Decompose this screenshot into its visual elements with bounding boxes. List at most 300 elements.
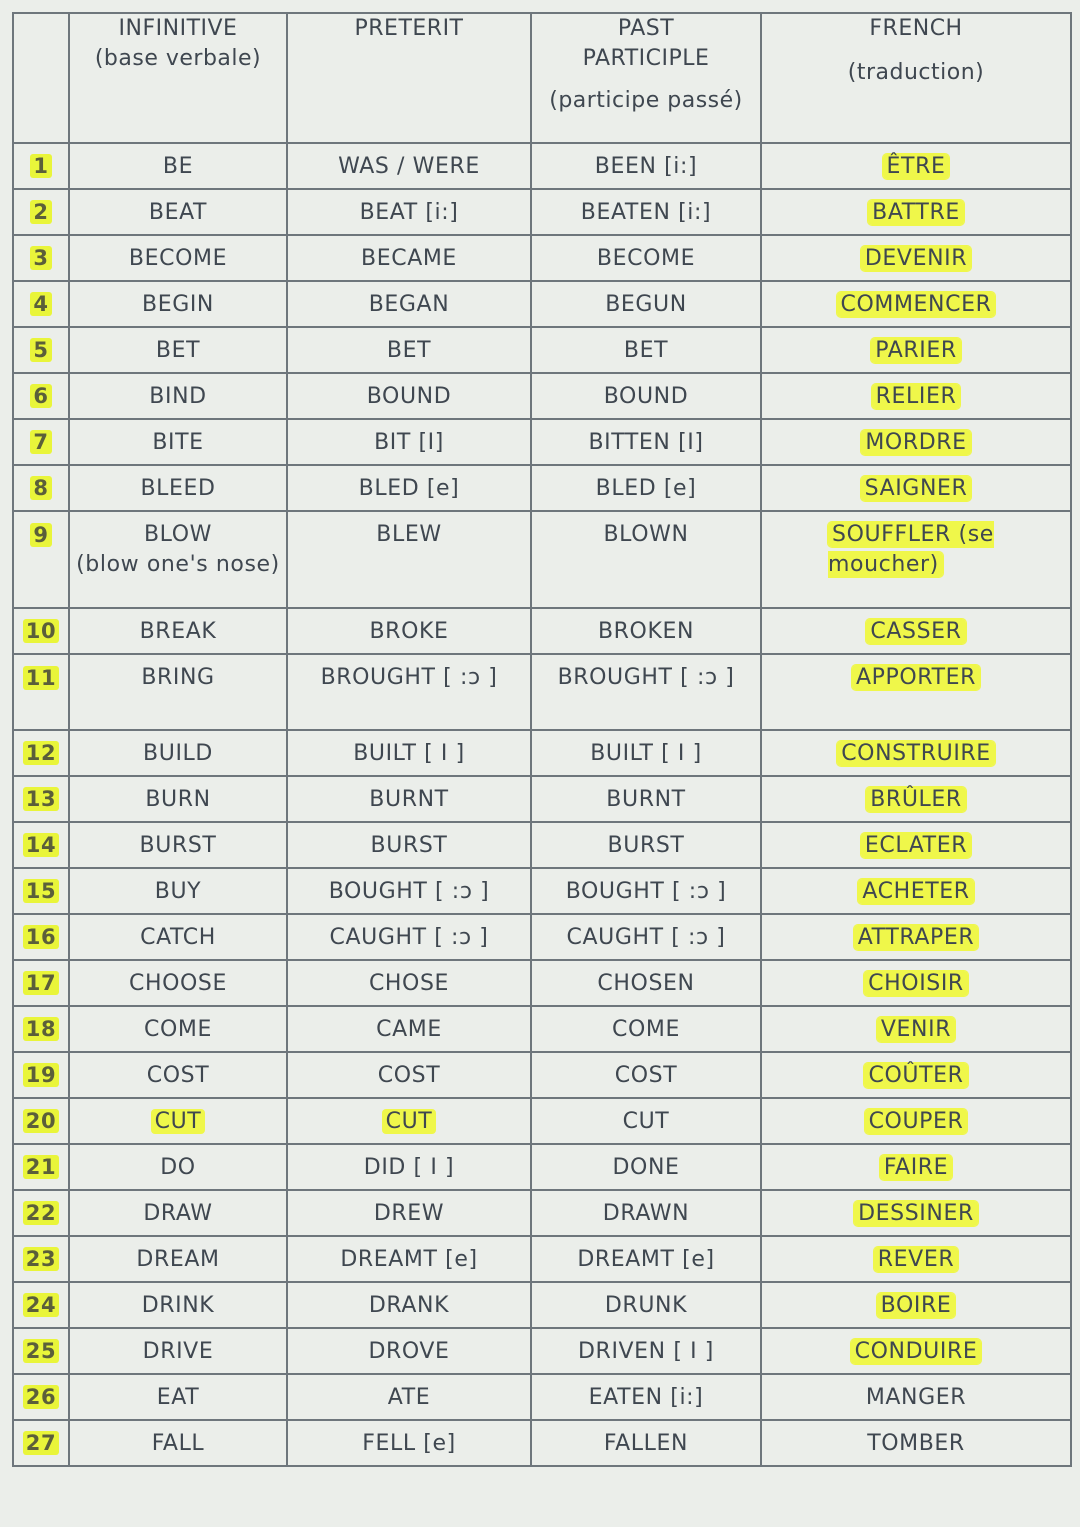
past-participle-text: COME xyxy=(612,1016,680,1042)
table-row xyxy=(13,1098,1071,1144)
table-row xyxy=(13,776,1071,822)
french-text: CONSTRUIRE xyxy=(837,741,995,766)
preterit-text: BEAT [i:] xyxy=(359,199,459,225)
past-participle-text: BUILT [ I ] xyxy=(590,740,702,766)
preterit-text: DRANK xyxy=(368,1292,450,1318)
infinitive-cell xyxy=(69,868,287,914)
preterit-cell xyxy=(287,776,531,822)
past-participle-cell xyxy=(531,1144,761,1190)
table-row xyxy=(13,1236,1071,1282)
past-participle-text: DRUNK xyxy=(604,1292,688,1318)
row-number-label: 25 xyxy=(23,1339,59,1363)
header-infinitive: INFINITIVE (base verbale) xyxy=(69,13,287,143)
row-number-label: 12 xyxy=(23,741,59,765)
table-row xyxy=(13,373,1071,419)
preterit-cell xyxy=(287,730,531,776)
french-cell xyxy=(761,608,1071,654)
row-number xyxy=(13,1144,69,1190)
french-text: COÛTER xyxy=(864,1063,967,1088)
past-participle-text: BOUND xyxy=(603,383,689,409)
past-participle-cell xyxy=(531,654,761,730)
table-row xyxy=(13,1282,1071,1328)
infinitive-text: BUY xyxy=(154,878,202,904)
row-number xyxy=(13,1098,69,1144)
preterit-text: CAUGHT [ :ɔ ] xyxy=(329,924,489,950)
past-participle-text: BEGUN xyxy=(605,291,687,317)
infinitive-text: BEGIN xyxy=(142,291,214,317)
table-row xyxy=(13,914,1071,960)
row-number-label: 6 xyxy=(30,384,51,408)
infinitive-cell xyxy=(69,1006,287,1052)
past-participle-cell xyxy=(531,189,761,235)
row-number xyxy=(13,143,69,189)
preterit-text: BROUGHT [ :ɔ ] xyxy=(320,665,498,690)
french-cell xyxy=(761,868,1071,914)
table-row xyxy=(13,327,1071,373)
past-participle-text: DRIVEN [ I ] xyxy=(578,1338,714,1364)
french-cell xyxy=(761,1282,1071,1328)
infinitive-text: BRING xyxy=(141,665,215,690)
past-participle-text: BEEN [i:] xyxy=(594,153,698,179)
infinitive-cell xyxy=(69,281,287,327)
french-cell xyxy=(761,776,1071,822)
infinitive-cell xyxy=(69,608,287,654)
row-number xyxy=(13,1282,69,1328)
table-row xyxy=(13,235,1071,281)
infinitive-cell xyxy=(69,1374,287,1420)
infinitive-cell xyxy=(69,465,287,511)
french-cell xyxy=(761,1144,1071,1190)
past-participle-text: EATEN [i:] xyxy=(588,1384,704,1410)
table-row xyxy=(13,960,1071,1006)
row-number-label: 5 xyxy=(30,338,51,362)
past-participle-text: BEATEN [i:] xyxy=(580,199,712,225)
past-participle-text: BITTEN [I] xyxy=(588,429,704,455)
infinitive-text: CHOOSE xyxy=(128,970,227,996)
past-participle-cell xyxy=(531,1052,761,1098)
past-participle-cell xyxy=(531,465,761,511)
preterit-text: WAS / WERE xyxy=(338,153,480,179)
table-row xyxy=(13,1328,1071,1374)
row-number xyxy=(13,235,69,281)
row-number-label: 1 xyxy=(30,154,51,178)
preterit-text: BEGAN xyxy=(368,291,450,317)
past-participle-text: DRAWN xyxy=(602,1200,690,1226)
french-cell xyxy=(761,465,1071,511)
header-preterit: PRETERIT xyxy=(287,13,531,143)
row-number-label: 2 xyxy=(30,200,51,224)
past-participle-cell xyxy=(531,327,761,373)
infinitive-cell xyxy=(69,1282,287,1328)
irregular-verbs-table xyxy=(12,12,1072,1467)
row-number-label: 21 xyxy=(23,1155,59,1179)
infinitive-text: DRINK xyxy=(141,1292,215,1318)
infinitive-text: BEAT xyxy=(148,199,208,225)
table-row xyxy=(13,822,1071,868)
french-cell xyxy=(761,419,1071,465)
infinitive-text: CATCH xyxy=(140,924,216,950)
preterit-cell xyxy=(287,822,531,868)
row-number-label: 11 xyxy=(23,666,59,690)
past-participle-cell xyxy=(531,868,761,914)
past-participle-text: CAUGHT [ :ɔ ] xyxy=(566,924,726,950)
french-cell xyxy=(761,730,1071,776)
infinitive-cell xyxy=(69,419,287,465)
infinitive-cell xyxy=(69,1098,287,1144)
preterit-cell xyxy=(287,960,531,1006)
french-cell xyxy=(761,654,1071,730)
verb-rows xyxy=(13,143,1071,1466)
french-text: BRÛLER xyxy=(866,787,966,812)
preterit-text: BUILT [ I ] xyxy=(353,740,465,766)
french-cell xyxy=(761,1374,1071,1420)
infinitive-text: DO xyxy=(160,1154,196,1180)
infinitive-text: DRAW xyxy=(143,1200,213,1226)
row-number-label: 22 xyxy=(23,1201,59,1225)
french-text: ACHETER xyxy=(858,879,973,904)
infinitive-text: CUT xyxy=(151,1109,206,1134)
preterit-cell xyxy=(287,608,531,654)
header-past-participle: PAST PARTICIPLE (participe passé) xyxy=(531,13,761,143)
infinitive-text: FALL xyxy=(151,1430,205,1456)
table-row xyxy=(13,868,1071,914)
infinitive-text: BLOW xyxy=(143,522,213,547)
preterit-text: CAME xyxy=(376,1016,442,1042)
infinitive-cell xyxy=(69,327,287,373)
row-number-label: 14 xyxy=(23,833,59,857)
preterit-cell xyxy=(287,143,531,189)
french-cell xyxy=(761,373,1071,419)
table-row xyxy=(13,1144,1071,1190)
french-text: DEVENIR xyxy=(861,246,971,271)
preterit-text: BET xyxy=(386,337,432,363)
infinitive-cell xyxy=(69,1144,287,1190)
french-text: DESSINER xyxy=(854,1201,978,1226)
preterit-text: DREAMT [e] xyxy=(340,1246,478,1272)
header-french: FRENCH (traduction) xyxy=(761,13,1071,143)
row-number-label: 7 xyxy=(30,430,51,454)
row-number-label: 24 xyxy=(23,1293,59,1317)
row-number xyxy=(13,1374,69,1420)
french-cell xyxy=(761,235,1071,281)
french-text: ECLATER xyxy=(861,833,971,858)
french-cell xyxy=(761,1420,1071,1466)
infinitive-text: DREAM xyxy=(136,1246,220,1272)
past-participle-text: BURST xyxy=(607,832,685,858)
row-number xyxy=(13,1236,69,1282)
french-cell xyxy=(761,327,1071,373)
row-number-label: 15 xyxy=(23,879,59,903)
french-text: CONDUIRE xyxy=(851,1339,982,1364)
row-number xyxy=(13,608,69,654)
table-row xyxy=(13,1052,1071,1098)
row-number-label: 23 xyxy=(23,1247,59,1271)
row-number xyxy=(13,960,69,1006)
row-number-label: 10 xyxy=(23,619,59,643)
past-participle-text: BECOME xyxy=(596,245,696,271)
preterit-cell xyxy=(287,654,531,730)
preterit-cell xyxy=(287,1374,531,1420)
preterit-text: CHOSE xyxy=(368,970,450,996)
infinitive-cell xyxy=(69,1420,287,1466)
past-participle-cell xyxy=(531,1328,761,1374)
past-participle-cell xyxy=(531,1006,761,1052)
infinitive-cell xyxy=(69,189,287,235)
infinitive-cell xyxy=(69,235,287,281)
table-row xyxy=(13,1420,1071,1466)
french-text: ÊTRE xyxy=(883,154,950,179)
infinitive-text: BITE xyxy=(152,429,204,455)
infinitive-text: COST xyxy=(146,1062,210,1088)
french-cell xyxy=(761,143,1071,189)
past-participle-text: BET xyxy=(623,337,669,363)
row-number xyxy=(13,189,69,235)
table-row xyxy=(13,730,1071,776)
header-number xyxy=(13,13,69,143)
infinitive-cell xyxy=(69,1190,287,1236)
table-row xyxy=(13,1374,1071,1420)
row-number-label: 17 xyxy=(23,971,59,995)
preterit-text: BLED [e] xyxy=(358,475,460,501)
row-number xyxy=(13,1420,69,1466)
past-participle-cell xyxy=(531,1236,761,1282)
french-text: BOIRE xyxy=(877,1293,956,1318)
past-participle-text: BLOWN xyxy=(603,522,689,547)
infinitive-text: EAT xyxy=(156,1384,200,1410)
french-text: PARIER xyxy=(871,338,960,363)
row-number xyxy=(13,465,69,511)
table-row xyxy=(13,419,1071,465)
preterit-text: BIT [I] xyxy=(374,429,444,455)
french-text: MORDRE xyxy=(861,430,970,455)
french-text: CASSER xyxy=(866,619,965,644)
infinitive-cell xyxy=(69,1052,287,1098)
infinitive-cell xyxy=(69,654,287,730)
infinitive-cell xyxy=(69,822,287,868)
row-number-label: 13 xyxy=(23,787,59,811)
past-participle-cell xyxy=(531,960,761,1006)
row-number xyxy=(13,1190,69,1236)
past-participle-cell xyxy=(531,281,761,327)
row-number-label: 4 xyxy=(30,292,51,316)
french-text: SOUFFLER (se moucher) xyxy=(828,522,994,577)
past-participle-cell xyxy=(531,511,761,608)
past-participle-cell xyxy=(531,235,761,281)
preterit-cell xyxy=(287,1098,531,1144)
row-number-label: 8 xyxy=(30,476,51,500)
preterit-cell xyxy=(287,419,531,465)
past-participle-text: BOUGHT [ :ɔ ] xyxy=(565,878,727,904)
infinitive-text: DRIVE xyxy=(142,1338,214,1364)
past-participle-cell xyxy=(531,608,761,654)
preterit-cell xyxy=(287,1006,531,1052)
french-cell xyxy=(761,960,1071,1006)
infinitive-text: BREAK xyxy=(139,618,217,644)
past-participle-cell xyxy=(531,1374,761,1420)
past-participle-text: BURNT xyxy=(606,786,686,812)
row-number-label: 19 xyxy=(23,1063,59,1087)
row-number xyxy=(13,373,69,419)
preterit-cell xyxy=(287,1328,531,1374)
infinitive-cell xyxy=(69,1328,287,1374)
preterit-cell xyxy=(287,1420,531,1466)
row-number-label: 18 xyxy=(23,1017,59,1041)
french-text: SAIGNER xyxy=(861,476,972,501)
french-cell xyxy=(761,1236,1071,1282)
french-text: VENIR xyxy=(877,1017,955,1042)
past-participle-text: BROKEN xyxy=(597,618,695,644)
preterit-text: CUT xyxy=(382,1109,437,1134)
french-text: BATTRE xyxy=(868,200,964,225)
past-participle-cell xyxy=(531,776,761,822)
french-text: REVER xyxy=(874,1247,958,1272)
french-text: TOMBER xyxy=(867,1430,965,1456)
preterit-text: BLEW xyxy=(376,522,442,547)
french-cell xyxy=(761,1006,1071,1052)
past-participle-text: DREAMT [e] xyxy=(577,1246,715,1272)
table-row xyxy=(13,654,1071,730)
row-number-label: 9 xyxy=(30,523,51,547)
past-participle-cell xyxy=(531,419,761,465)
table-row xyxy=(13,608,1071,654)
past-participle-text: CUT xyxy=(622,1108,670,1134)
past-participle-cell xyxy=(531,373,761,419)
table-row xyxy=(13,1190,1071,1236)
infinitive-cell xyxy=(69,511,287,608)
preterit-cell xyxy=(287,511,531,608)
french-text: COUPER xyxy=(865,1109,968,1134)
table-row xyxy=(13,281,1071,327)
preterit-text: BOUND xyxy=(366,383,452,409)
infinitive-text: BE xyxy=(162,153,194,179)
past-participle-text: CHOSEN xyxy=(597,970,695,996)
preterit-text: BURNT xyxy=(369,786,449,812)
french-cell xyxy=(761,189,1071,235)
preterit-cell xyxy=(287,327,531,373)
infinitive-cell xyxy=(69,373,287,419)
past-participle-text: COST xyxy=(614,1062,678,1088)
row-number xyxy=(13,327,69,373)
french-cell xyxy=(761,281,1071,327)
infinitive-text: BURST xyxy=(139,832,217,858)
infinitive-cell xyxy=(69,143,287,189)
french-cell xyxy=(761,1098,1071,1144)
french-text: COMMENCER xyxy=(837,292,996,317)
table-row xyxy=(13,511,1071,608)
french-text: ATTRAPER xyxy=(854,925,979,950)
french-text: APPORTER xyxy=(852,665,980,690)
table-row xyxy=(13,143,1071,189)
french-cell xyxy=(761,822,1071,868)
preterit-text: DID [ I ] xyxy=(363,1154,455,1180)
preterit-text: ATE xyxy=(387,1384,431,1410)
past-participle-cell xyxy=(531,1190,761,1236)
preterit-text: BURST xyxy=(370,832,448,858)
preterit-text: DREW xyxy=(373,1200,445,1226)
french-cell xyxy=(761,1328,1071,1374)
infinitive-text: BECOME xyxy=(128,245,228,271)
french-text: CHOISIR xyxy=(864,971,968,996)
past-participle-cell xyxy=(531,1098,761,1144)
preterit-cell xyxy=(287,1236,531,1282)
infinitive-cell xyxy=(69,776,287,822)
french-text: MANGER xyxy=(865,1384,967,1410)
infinitive-text: BET xyxy=(155,337,201,363)
preterit-text: BROKE xyxy=(369,618,449,644)
row-number xyxy=(13,281,69,327)
row-number-label: 3 xyxy=(30,246,51,270)
preterit-cell xyxy=(287,1144,531,1190)
preterit-cell xyxy=(287,914,531,960)
row-number xyxy=(13,776,69,822)
infinitive-cell xyxy=(69,1236,287,1282)
preterit-cell xyxy=(287,281,531,327)
infinitive-text: COME xyxy=(144,1016,212,1042)
past-participle-text: BLED [e] xyxy=(595,475,697,501)
past-participle-cell xyxy=(531,730,761,776)
row-number xyxy=(13,419,69,465)
infinitive-text: BIND xyxy=(149,383,207,409)
french-cell xyxy=(761,1052,1071,1098)
row-number xyxy=(13,822,69,868)
header-row xyxy=(13,13,1071,143)
row-number xyxy=(13,1328,69,1374)
preterit-cell xyxy=(287,1052,531,1098)
past-participle-cell xyxy=(531,143,761,189)
infinitive-cell xyxy=(69,960,287,1006)
french-cell xyxy=(761,914,1071,960)
preterit-cell xyxy=(287,1282,531,1328)
past-participle-cell xyxy=(531,1282,761,1328)
french-cell xyxy=(761,511,1071,608)
past-participle-text: BROUGHT [ :ɔ ] xyxy=(557,665,735,690)
row-number xyxy=(13,1006,69,1052)
preterit-cell xyxy=(287,373,531,419)
row-number xyxy=(13,868,69,914)
preterit-cell xyxy=(287,189,531,235)
row-number xyxy=(13,511,69,608)
row-number xyxy=(13,730,69,776)
infinitive-text: BURN xyxy=(145,786,211,812)
past-participle-text: FALLEN xyxy=(603,1430,689,1456)
row-number xyxy=(13,1052,69,1098)
french-cell xyxy=(761,1190,1071,1236)
french-text: FAIRE xyxy=(880,1155,952,1180)
past-participle-text: DONE xyxy=(612,1154,680,1180)
infinitive-cell xyxy=(69,730,287,776)
infinitive-note: (blow one's nose) xyxy=(76,552,280,577)
table-row xyxy=(13,189,1071,235)
preterit-cell xyxy=(287,1190,531,1236)
preterit-text: FELL [e] xyxy=(362,1430,456,1456)
preterit-text: BOUGHT [ :ɔ ] xyxy=(328,878,490,904)
row-number xyxy=(13,914,69,960)
table-row xyxy=(13,1006,1071,1052)
row-number-label: 16 xyxy=(23,925,59,949)
infinitive-cell xyxy=(69,914,287,960)
past-participle-cell xyxy=(531,822,761,868)
past-participle-cell xyxy=(531,914,761,960)
preterit-text: BECAME xyxy=(361,245,457,271)
past-participle-cell xyxy=(531,1420,761,1466)
table-row xyxy=(13,465,1071,511)
row-number xyxy=(13,654,69,730)
french-text: RELIER xyxy=(872,384,961,409)
row-number-label: 20 xyxy=(23,1109,59,1133)
row-number-label: 27 xyxy=(23,1431,59,1455)
infinitive-text: BLEED xyxy=(140,475,216,501)
infinitive-text: BUILD xyxy=(143,740,213,766)
